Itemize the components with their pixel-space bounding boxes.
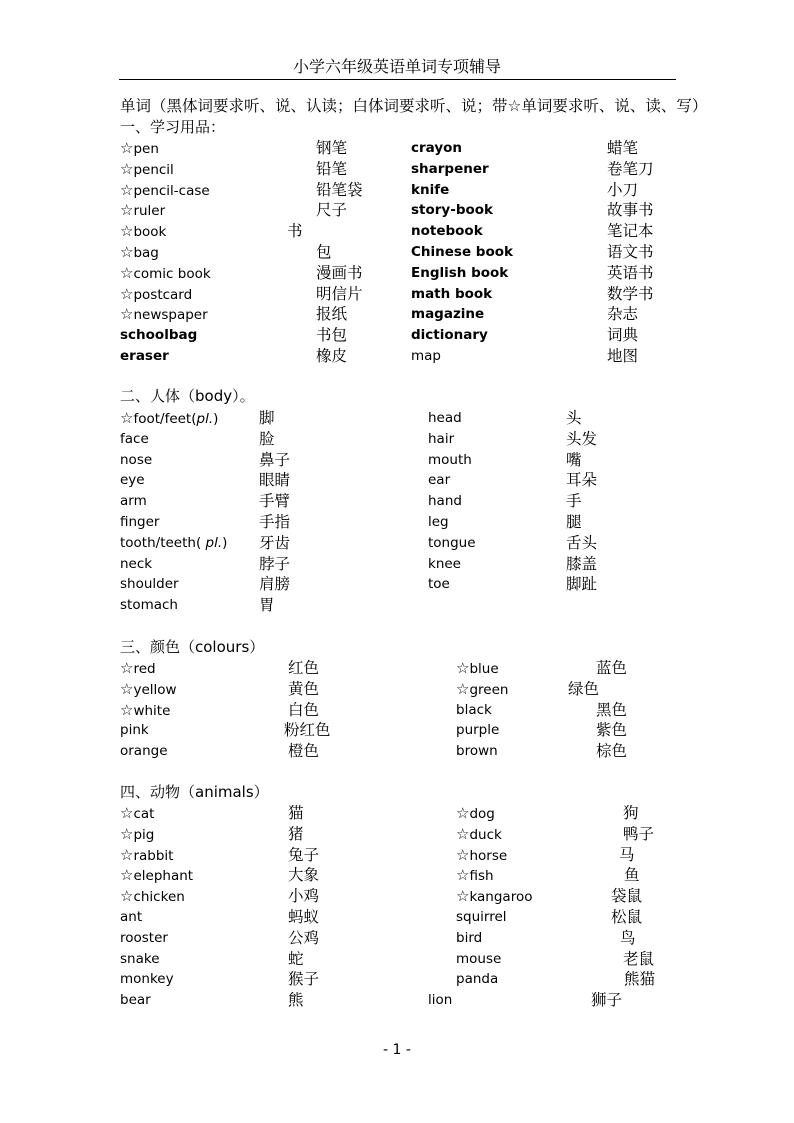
vocab-row <box>0 990 794 1011</box>
star-icon: ☆ <box>120 139 134 157</box>
english-word: ☆fish <box>456 866 494 885</box>
star-icon: ☆ <box>456 887 470 906</box>
vocab-row <box>0 491 794 512</box>
english-word: tooth/teeth( pl.) <box>120 534 228 551</box>
vocab-row <box>0 408 794 429</box>
section-heading: 四、动物（animals） <box>120 783 269 801</box>
chinese-meaning: 紫色 <box>596 721 628 740</box>
english-word: ☆pen <box>120 139 159 157</box>
english-word: ☆green <box>456 679 509 698</box>
english-word: ☆horse <box>456 845 508 864</box>
vocab-row <box>0 180 794 201</box>
chinese-meaning: 猪 <box>288 824 304 843</box>
english-word: ☆red <box>120 659 156 677</box>
english-word: stomach <box>120 597 178 614</box>
english-word: head <box>428 410 462 426</box>
english-word: leg <box>428 514 449 530</box>
vocab-row <box>0 346 794 367</box>
vocab-row <box>0 429 794 450</box>
english-word: ☆book <box>120 222 167 241</box>
english-word: neck <box>120 555 153 572</box>
english-word: brown <box>456 743 498 760</box>
vocab-row <box>0 679 794 700</box>
english-word: ☆comic book <box>120 263 211 282</box>
vocab-row <box>0 554 794 575</box>
vocab-row <box>0 221 794 242</box>
english-word: snake <box>120 950 160 967</box>
chinese-meaning: 书 <box>287 222 303 241</box>
section-heading: 二、人体（body）。 <box>120 387 255 405</box>
chinese-meaning: 卷笔刀 <box>607 159 654 178</box>
star-icon: ☆ <box>120 263 134 282</box>
chinese-meaning: 狮子 <box>591 991 623 1010</box>
english-word: panda <box>456 971 499 988</box>
chinese-meaning: 书包 <box>316 326 348 345</box>
english-word: eraser <box>120 348 169 364</box>
chinese-meaning: 嘴 <box>566 450 582 469</box>
intro-line: 单词（黑体词要求听、说、认读；白体词要求听、说；带☆单词要求听、说、读、写） <box>120 97 708 115</box>
english-word: ☆elephant <box>120 866 194 885</box>
english-word: purple <box>456 722 500 739</box>
vocab-row <box>0 512 794 533</box>
star-icon: ☆ <box>120 824 134 843</box>
english-word: lion <box>428 992 453 1009</box>
chinese-meaning: 头 <box>566 409 582 427</box>
chinese-meaning: 脚 <box>259 409 275 427</box>
chinese-meaning: 明信片 <box>316 284 363 303</box>
vocab-row <box>0 470 794 491</box>
english-word: ☆pencil <box>120 159 174 178</box>
star-icon: ☆ <box>456 866 470 885</box>
chinese-meaning: 杂志 <box>607 305 639 324</box>
chinese-meaning: 马 <box>619 845 635 864</box>
english-word: schoolbag <box>120 327 198 344</box>
vocab-row <box>0 450 794 471</box>
english-word: ☆blue <box>456 659 499 677</box>
english-word: nose <box>120 451 153 468</box>
vocab-row <box>0 574 794 595</box>
chinese-meaning: 手 <box>566 492 582 511</box>
english-word: math book <box>411 285 493 302</box>
vocab-row <box>0 658 794 679</box>
english-word: ☆postcard <box>120 284 193 303</box>
star-icon: ☆ <box>120 284 134 303</box>
vocab-row <box>0 845 794 866</box>
star-icon: ☆ <box>120 201 134 220</box>
chinese-meaning: 白色 <box>288 700 320 719</box>
vocab-row <box>0 803 794 824</box>
english-word: ☆cat <box>120 804 155 822</box>
chinese-meaning: 小刀 <box>607 180 639 199</box>
chinese-meaning: 蓝色 <box>596 659 628 677</box>
star-icon: ☆ <box>120 659 134 677</box>
chinese-meaning: 脚趾 <box>566 575 598 594</box>
vocab-row <box>0 304 794 325</box>
star-icon: ☆ <box>456 804 470 822</box>
chinese-meaning: 蚂蚁 <box>288 908 320 926</box>
english-word: knife <box>411 181 450 198</box>
chinese-meaning: 数学书 <box>607 284 654 303</box>
english-word: squirrel <box>456 909 507 925</box>
page-number: - 1 - <box>383 1042 411 1058</box>
english-word: ☆dog <box>456 804 495 822</box>
english-word: bear <box>120 992 151 1009</box>
star-icon: ☆ <box>120 866 134 885</box>
vocab-row <box>0 284 794 305</box>
chinese-meaning: 报纸 <box>316 305 348 324</box>
chinese-meaning: 地图 <box>607 347 639 365</box>
vocab-row <box>0 533 794 554</box>
vocab-row <box>0 595 794 616</box>
english-word: ☆kangaroo <box>456 887 533 906</box>
english-word: ear <box>428 472 451 489</box>
chinese-meaning: 小鸡 <box>288 887 320 906</box>
chinese-meaning: 脸 <box>259 429 275 448</box>
chinese-meaning: 肩膀 <box>259 575 291 594</box>
vocab-row <box>0 138 794 159</box>
english-word: monkey <box>120 971 174 988</box>
vocab-row <box>0 969 794 990</box>
english-word: ☆foot/feet(pl.) <box>120 409 219 427</box>
star-icon: ☆ <box>120 180 134 199</box>
chinese-meaning: 牙齿 <box>259 533 291 552</box>
section-heading: 一、学习用品： <box>120 118 226 136</box>
english-word: ☆duck <box>456 824 502 843</box>
star-icon: ☆ <box>120 305 134 324</box>
chinese-meaning: 胃 <box>259 596 275 615</box>
chinese-meaning: 粉红色 <box>284 721 331 740</box>
chinese-meaning: 大象 <box>288 866 320 885</box>
chinese-meaning: 蛇 <box>288 949 304 968</box>
vocab-row <box>0 928 794 949</box>
english-word: notebook <box>411 223 483 240</box>
chinese-meaning: 手臂 <box>259 492 291 511</box>
chinese-meaning: 笔记本 <box>607 222 654 241</box>
chinese-meaning: 熊猫 <box>624 970 656 989</box>
english-word: ☆pencil-case <box>120 180 210 199</box>
english-word: hair <box>428 430 455 447</box>
star-icon: ☆ <box>120 159 134 178</box>
english-word: ☆white <box>120 700 171 719</box>
english-word: English book <box>411 264 509 281</box>
star-icon: ☆ <box>120 887 134 906</box>
chinese-meaning: 腿 <box>566 513 582 531</box>
chinese-meaning: 公鸡 <box>288 928 320 947</box>
chinese-meaning: 熊 <box>288 991 304 1010</box>
section-heading: 三、颜色（colours） <box>120 638 265 656</box>
english-word: ant <box>120 909 143 925</box>
vocab-row <box>0 720 794 741</box>
chinese-meaning: 绿色 <box>568 679 600 698</box>
chinese-meaning: 手指 <box>259 513 291 531</box>
chinese-meaning: 头发 <box>566 429 598 448</box>
star-icon: ☆ <box>120 845 134 864</box>
english-word: pink <box>120 722 149 739</box>
header-divider <box>119 79 676 80</box>
chinese-meaning: 铅笔袋 <box>316 180 363 199</box>
chinese-meaning: 橙色 <box>288 742 320 761</box>
english-word: ☆ruler <box>120 201 166 220</box>
english-word: black <box>456 701 492 718</box>
chinese-meaning: 蜡笔 <box>607 139 639 157</box>
english-word: ☆chicken <box>120 887 185 906</box>
english-word: arm <box>120 493 147 510</box>
chinese-meaning: 铅笔 <box>316 159 348 178</box>
star-icon: ☆ <box>120 243 134 261</box>
chinese-meaning: 松鼠 <box>611 908 643 926</box>
english-word: dictionary <box>411 327 488 344</box>
vocab-row <box>0 824 794 845</box>
chinese-meaning: 钢笔 <box>316 139 348 157</box>
english-word: shoulder <box>120 576 179 593</box>
star-icon: ☆ <box>456 659 470 677</box>
english-word: ☆newspaper <box>120 305 208 324</box>
star-icon: ☆ <box>120 700 134 719</box>
chinese-meaning: 舌头 <box>566 533 598 552</box>
vocab-row <box>0 700 794 721</box>
chinese-meaning: 漫画书 <box>316 263 363 282</box>
english-word: ☆bag <box>120 243 159 261</box>
star-icon: ☆ <box>456 845 470 864</box>
vocab-row <box>0 200 794 221</box>
english-word: crayon <box>411 140 463 156</box>
chinese-meaning: 膝盖 <box>566 554 598 573</box>
english-word: face <box>120 430 149 447</box>
vocab-row <box>0 263 794 284</box>
chinese-meaning: 眼睛 <box>259 471 291 490</box>
chinese-meaning: 语文书 <box>607 243 654 261</box>
chinese-meaning: 鸭子 <box>623 824 655 843</box>
chinese-meaning: 鼻子 <box>259 450 291 469</box>
vocab-row <box>0 741 794 762</box>
chinese-meaning: 包 <box>316 243 332 261</box>
vocab-row <box>0 949 794 970</box>
vocab-row <box>0 242 794 263</box>
english-word: orange <box>120 743 168 760</box>
english-word: finger <box>120 514 160 530</box>
chinese-meaning: 词典 <box>607 326 639 345</box>
star-icon: ☆ <box>120 679 134 698</box>
chinese-meaning: 棕色 <box>596 742 628 761</box>
star-icon: ☆ <box>120 222 134 241</box>
chinese-meaning: 尺子 <box>316 201 348 220</box>
chinese-meaning: 红色 <box>288 659 320 677</box>
english-word: ☆rabbit <box>120 845 174 864</box>
english-word: mouse <box>456 950 502 967</box>
english-word: sharpener <box>411 160 489 177</box>
chinese-meaning: 狗 <box>623 804 639 822</box>
chinese-meaning: 橡皮 <box>316 347 348 365</box>
chinese-meaning: 兔子 <box>288 845 320 864</box>
chinese-meaning: 耳朵 <box>566 471 598 490</box>
chinese-meaning: 英语书 <box>607 263 654 282</box>
chinese-meaning: 鱼 <box>624 866 640 885</box>
vocab-row <box>0 907 794 928</box>
vocab-row <box>0 886 794 907</box>
english-word: ☆pig <box>120 824 155 843</box>
chinese-meaning: 鸟 <box>620 928 636 947</box>
chinese-meaning: 袋鼠 <box>611 887 643 906</box>
english-word: map <box>411 348 441 364</box>
english-word: bird <box>456 929 483 946</box>
english-word: magazine <box>411 306 485 323</box>
chinese-meaning: 猫 <box>288 804 304 822</box>
chinese-meaning: 黄色 <box>288 679 320 698</box>
star-icon: ☆ <box>456 679 470 698</box>
english-word: story-book <box>411 202 494 219</box>
english-word: mouth <box>428 451 472 468</box>
english-word: Chinese book <box>411 244 513 260</box>
english-word: tongue <box>428 534 476 551</box>
english-word: hand <box>428 493 462 510</box>
chinese-meaning: 猴子 <box>288 970 320 989</box>
vocab-row <box>0 159 794 180</box>
chinese-meaning: 老鼠 <box>623 949 655 968</box>
english-word: eye <box>120 472 145 489</box>
chinese-meaning: 故事书 <box>607 201 654 220</box>
english-word: ☆yellow <box>120 679 177 698</box>
chinese-meaning: 脖子 <box>259 554 291 573</box>
star-icon: ☆ <box>120 409 134 427</box>
english-word: knee <box>428 555 461 572</box>
star-icon: ☆ <box>120 804 134 822</box>
chinese-meaning: 黑色 <box>596 700 628 719</box>
vocab-row <box>0 325 794 346</box>
star-icon: ☆ <box>456 824 470 843</box>
english-word: toe <box>428 576 450 593</box>
vocab-row <box>0 865 794 886</box>
page-header-title: 小学六年级英语单词专项辅导 <box>292 57 501 76</box>
english-word: rooster <box>120 929 168 946</box>
